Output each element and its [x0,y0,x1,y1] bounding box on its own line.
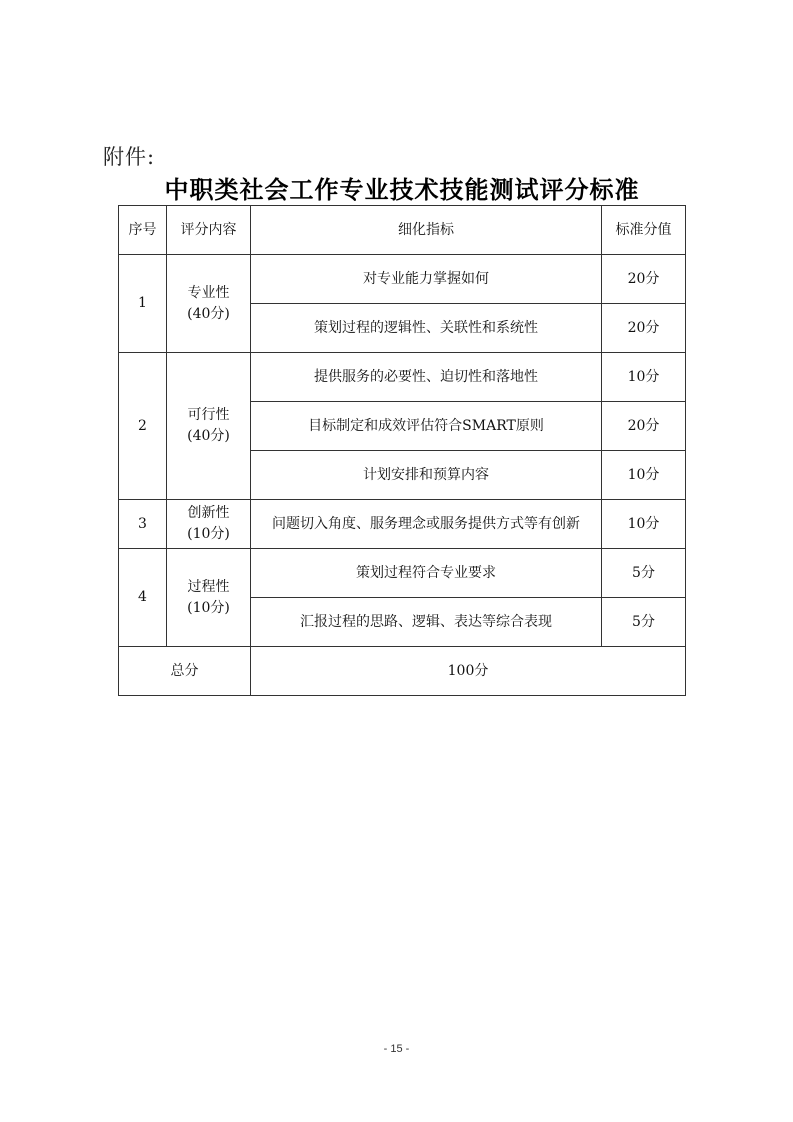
score-cell: 20分 [602,255,686,304]
indicator-cell: 计划安排和预算内容 [251,451,602,500]
score-cell: 20分 [602,402,686,451]
category-points: (40分) [187,428,230,444]
category-cell [167,549,251,647]
category-points: (40分) [187,305,230,322]
row-number: 3 [119,500,167,549]
category-name: 创新性 [187,505,230,521]
header-score: 标准分值 [602,206,686,255]
page-number: - 15 - [383,1043,410,1055]
category-name: 过程性 [187,578,230,595]
score-cell: 10分 [602,353,686,402]
score-cell: 10分 [602,451,686,500]
score-cell: 20分 [602,304,686,353]
score-cell: 5分 [602,598,686,647]
indicator-cell: 目标制定和成效评估符合SMART原则 [251,402,602,451]
total-row [119,647,686,696]
header-no: 序号 [119,206,167,255]
indicator-cell: 汇报过程的思路、逻辑、表达等综合表现 [251,598,602,647]
row-number: 1 [119,255,167,353]
indicator-cell: 策划过程符合专业要求 [251,549,602,598]
scoring-table [118,205,686,696]
category-cell [167,255,251,353]
header-indicator: 细化指标 [251,206,602,255]
score-cell: 10分 [602,500,686,549]
category-cell [167,353,251,500]
category-points: (10分) [187,599,230,616]
header-category: 评分内容 [167,206,251,255]
indicator-cell: 提供服务的必要性、迫切性和落地性 [251,353,602,402]
indicator-cell: 问题切入角度、服务理念或服务提供方式等有创新 [251,500,602,549]
indicator-cell: 策划过程的逻辑性、关联性和系统性 [251,304,602,353]
table-row [119,353,686,402]
table-header-row [119,206,686,255]
table-row [119,255,686,304]
score-cell: 5分 [602,549,686,598]
total-label: 总分 [119,647,251,696]
total-value: 100分 [251,647,686,696]
category-points: (10分) [187,526,230,542]
attachment-label: 附件: [103,145,156,169]
category-cell [167,500,251,549]
indicator-cell: 对专业能力掌握如何 [251,255,602,304]
table-row [119,500,686,549]
row-number: 2 [119,353,167,500]
page-title: 中职类社会工作专业技术技能测试评分标准 [164,175,640,204]
category-name: 可行性 [187,407,230,423]
table-row [119,549,686,598]
row-number: 4 [119,549,167,647]
category-name: 专业性 [187,284,230,301]
